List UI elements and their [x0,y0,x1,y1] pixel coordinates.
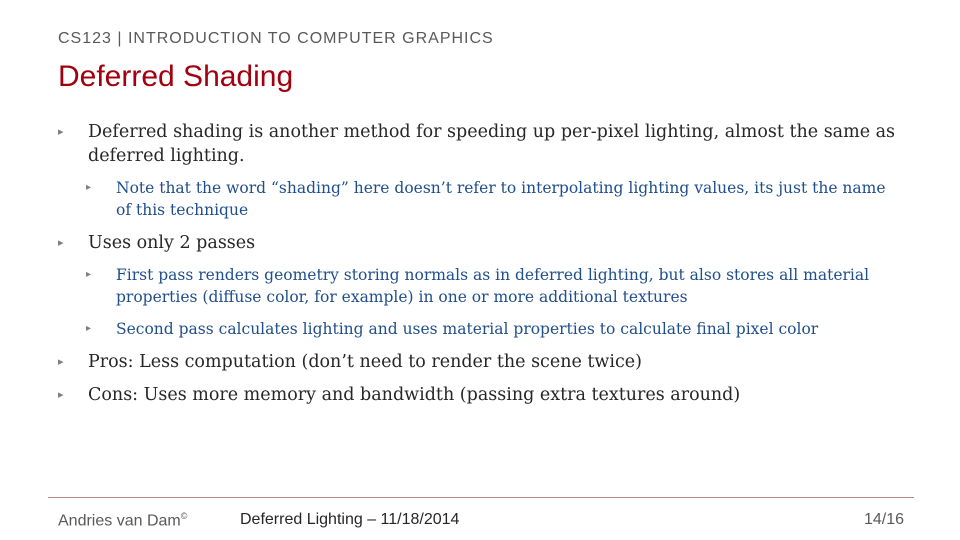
sub-bullet-item [58,318,898,340]
sub-bullet-text: First pass renders geometry storing normals as in deferred lighting, but also stores all material properties (diffuse color, for example) in one or more additional textures [116,266,870,306]
bullet-arrow-icon: ▸ [86,269,92,280]
footer-divider [48,497,914,498]
slide-title: Deferred Shading [58,60,294,93]
author-name: Andries van Dam [58,512,181,530]
bullet-text: Cons: Uses more memory and bandwidth (passing extra textures around) [88,385,741,405]
bullet-item [58,350,898,374]
page-number: 14/16 [863,511,904,528]
footer-author [58,511,187,530]
bullet-text: Deferred shading is another method for speeding up per-pixel lighting, almost the same as deferred lighting. [88,122,896,166]
sub-bullet-item [58,177,898,221]
bullet-arrow-icon: ▸ [58,388,64,401]
slide-content [58,120,898,416]
bullet-arrow-icon: ▸ [86,182,92,193]
bullet-item [58,120,898,168]
bullet-arrow-icon: ▸ [58,125,64,138]
sub-bullet-text: Note that the word “shading” here doesn’t refer to interpolating lighting values, its just the name of this technique [116,179,886,219]
course-header: CS123 | INTRODUCTION TO COMPUTER GRAPHICS [58,30,494,47]
bullet-text: Pros: Less computation (don’t need to render the scene twice) [88,352,642,372]
sub-bullet-item [58,264,898,308]
sub-bullet-text: Second pass calculates lighting and uses material properties to calculate final pixel color [116,320,819,338]
bullet-item [58,383,898,407]
bullet-item [58,231,898,255]
bullet-arrow-icon: ▸ [58,236,64,249]
bullet-arrow-icon: ▸ [58,355,64,368]
footer-title: Deferred Lighting – 11/18/2014 [240,511,460,528]
copyright-mark: © [180,511,188,521]
bullet-arrow-icon: ▸ [86,323,92,334]
bullet-text: Uses only 2 passes [88,233,256,253]
